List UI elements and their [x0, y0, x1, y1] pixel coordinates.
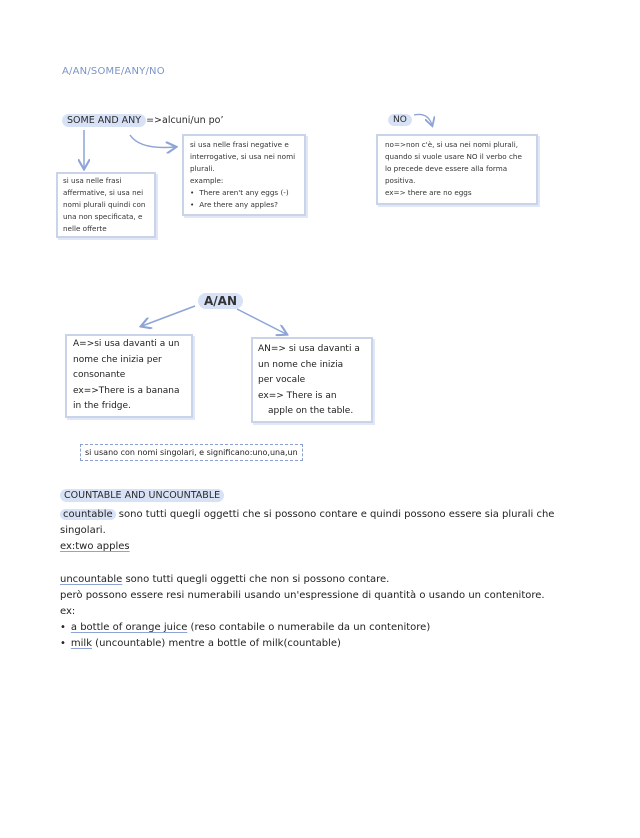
uncountable-definition: sono tutti quegli oggetti che non si possono contare.	[122, 574, 390, 585]
example-item: • Are there any apples?	[190, 199, 298, 211]
page-title: A/AN/SOME/ANY/NO	[62, 66, 165, 77]
an-line: AN=> si usa davanti a	[258, 344, 360, 354]
negative-interrogative-box	[182, 134, 306, 216]
no-line: ex=> there are no eggs	[385, 188, 472, 197]
negative-line: interrogative, si usa nei nomi	[190, 152, 296, 161]
some-any-meaning: =>alcuni/un po’	[146, 115, 224, 126]
uncountable-term: uncountable	[60, 574, 123, 585]
an-line: ex=> There is an	[258, 390, 337, 401]
negative-line: plurali.	[190, 164, 215, 173]
an-line: apple on the table.	[268, 406, 354, 416]
no-line: no=>non c'è, si usa nei nomi plurali,	[385, 140, 518, 149]
example-term: milk	[70, 638, 92, 649]
negative-examples	[190, 187, 298, 211]
some-any-highlight: SOME AND ANY	[62, 114, 146, 127]
example-rest: (reso contabile o numerabile da un contenitore)	[187, 622, 431, 633]
an-line: un nome che inizia	[258, 359, 344, 370]
uncountable-line-2: però possono essere resi numerabili usando un'espressione di quantità o usando un contenitore.	[60, 590, 545, 601]
countable-definition	[60, 507, 600, 555]
a-an-note: si usano con nomi singolari, e significano:uno,una,un	[80, 444, 303, 461]
countable-heading-highlight: COUNTABLE AND UNCOUNTABLE	[60, 489, 224, 502]
uncountable-example-item	[60, 636, 620, 652]
negative-line: si usa nelle frasi negative e	[190, 140, 289, 149]
no-line: lo precede deve essere alla forma	[385, 164, 508, 173]
negative-line: example:	[190, 176, 224, 185]
countable-definition-cont: singolari.	[60, 525, 106, 536]
countable-heading	[60, 490, 224, 501]
uncountable-examples	[60, 620, 620, 652]
an-box	[251, 337, 373, 423]
affirmative-text: si usa nelle frasi affermative, si usa nei nomi plurali quindi con una non specificata, e nelle offerte	[63, 176, 146, 233]
example-item: • There aren't any eggs (-)	[190, 187, 298, 199]
affirmative-box	[56, 172, 156, 238]
a-line: consonante	[73, 370, 126, 380]
no-highlight: NO	[388, 114, 412, 126]
a-an-highlight: A/AN	[198, 293, 243, 309]
a-line: A=>si usa davanti a un	[73, 339, 180, 349]
uncountable-section	[60, 572, 620, 652]
a-line: ex=>There is a banana	[73, 385, 180, 396]
uncountable-example-item	[60, 620, 620, 636]
uncountable-ex-label: ex:	[60, 606, 76, 617]
countable-example: ex:two apples	[60, 541, 130, 552]
countable-term: countable	[60, 509, 116, 520]
example-term: a bottle of orange juice	[70, 622, 188, 633]
a-line: nome che inizia per	[73, 354, 162, 365]
a-an-heading	[198, 294, 243, 308]
arrow-to-an-box	[237, 309, 286, 334]
arrow-to-a-box	[142, 306, 195, 326]
no-line: quando si vuole usare NO il verbo che	[385, 152, 522, 161]
arrow-to-negative	[130, 135, 175, 148]
no-box	[376, 134, 538, 205]
no-heading	[388, 115, 412, 125]
countable-definition-text: sono tutti quegli oggetti che si possono contare e quindi possono essere sia plurali che	[115, 509, 555, 520]
some-any-heading	[62, 115, 224, 126]
arrow-no-curve	[414, 114, 432, 125]
an-line: per vocale	[258, 375, 306, 385]
a-box	[65, 334, 193, 418]
a-line: in the fridge.	[73, 401, 131, 411]
no-line: positiva.	[385, 176, 416, 185]
example-rest: (uncountable) mentre a bottle of milk(countable)	[92, 638, 341, 649]
